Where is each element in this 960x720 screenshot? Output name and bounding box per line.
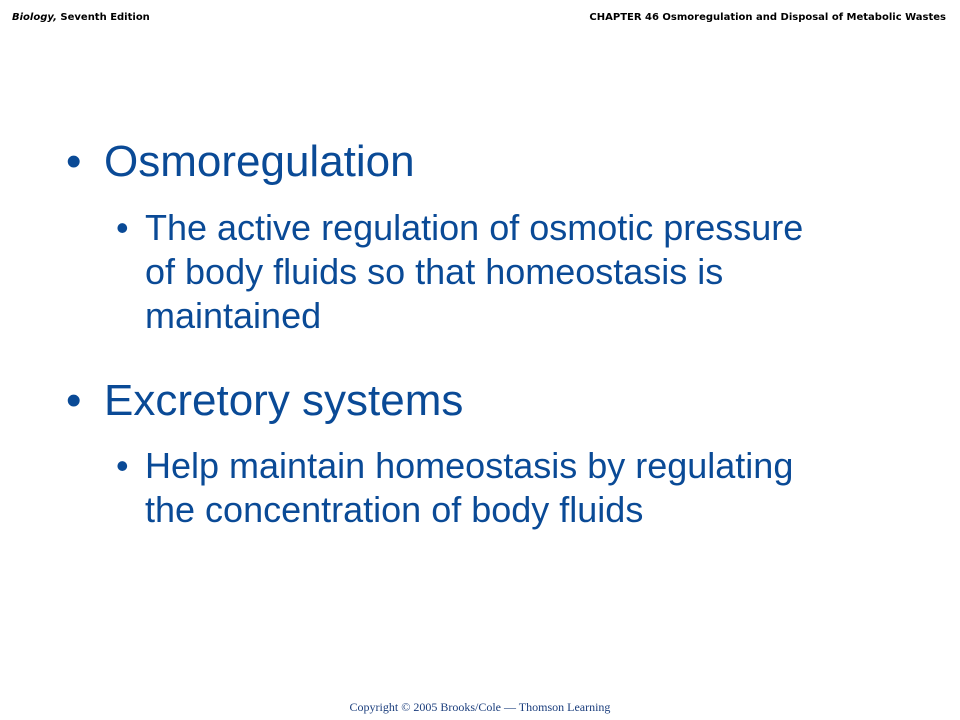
sub-bullet-text: The active regulation of osmotic pressure of body fluids so that homeostasis is maintained <box>145 207 804 336</box>
bullet-osmoregulation <box>66 137 415 187</box>
chapter-title: CHAPTER 46 Osmoregulation and Disposal of Metabolic Wastes <box>589 12 946 23</box>
sub-bullet-osmoregulation <box>116 206 836 338</box>
sub-bullet-dot: • <box>116 207 129 248</box>
bullet-excretory-systems <box>66 376 463 426</box>
book-edition: Seventh Edition <box>56 12 150 23</box>
copyright-footer: Copyright © 2005 Brooks/Cole — Thomson Learning <box>349 700 611 714</box>
bullet-dot: • <box>66 137 82 186</box>
sub-bullet-dot: • <box>116 445 129 486</box>
sub-bullet-text: Help maintain homeostasis by regulating the concentration of body fluids <box>145 445 794 530</box>
sub-bullet-excretory-systems <box>116 444 836 532</box>
slide-header <box>0 12 960 30</box>
book-title <box>12 12 150 23</box>
bullet-heading: Excretory systems <box>104 376 464 425</box>
book-title-italic: Biology, <box>12 12 57 23</box>
bullet-dot: • <box>66 376 82 425</box>
bullet-heading: Osmoregulation <box>104 137 415 186</box>
